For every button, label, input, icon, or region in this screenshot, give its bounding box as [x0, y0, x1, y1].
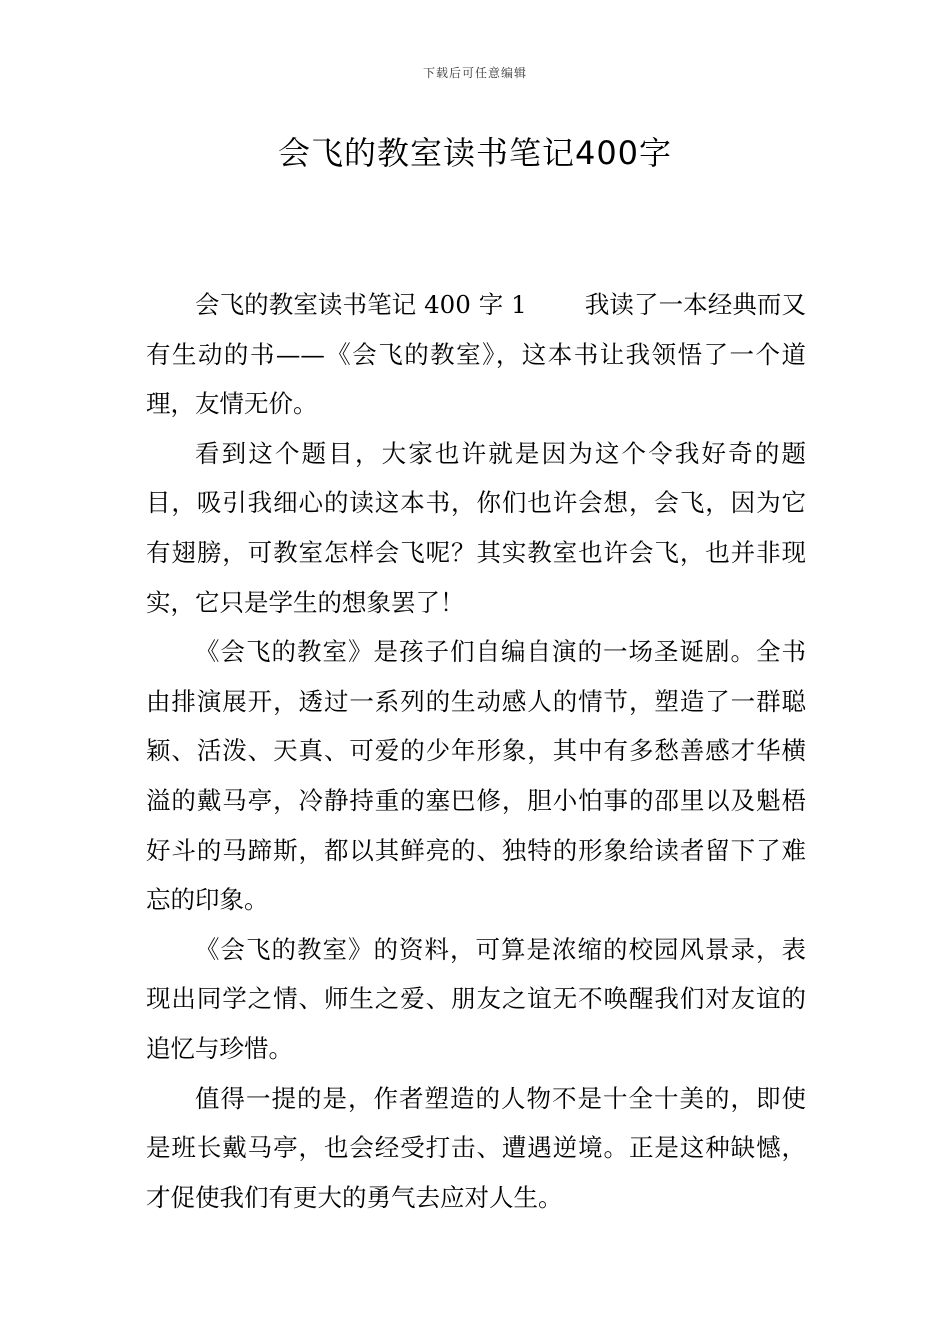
- paragraph-3: 《会飞的教室》是孩子们自编自演的一场圣诞剧。全书由排演展开，透过一系列的生动感人的情节，塑造了一群聪颖、活泼、天真、可爱的少年形象，其中有多愁善感才华横溢的戴马亭，冷静持重的塞巴修，胆小怕事的邵里以及魁梧好斗的马蹄斯，都以其鲜亮的、独特的形象给读者留下了难忘的印象。: [146, 637, 806, 915]
- page-title: 会飞的教室读书笔记400字: [277, 134, 673, 172]
- document-body: [146, 280, 806, 1222]
- paragraph-4: 《会飞的教室》的资料，可算是浓缩的校园风景录，表现出同学之情、师生之爱、朋友之谊无不唤醒我们对友谊的追忆与珍惜。: [146, 934, 806, 1063]
- header-note: 下载后可任意编辑: [422, 66, 527, 80]
- paragraph-5: 值得一提的是，作者塑造的人物不是十全十美的，即使是班长戴马亭，也会经受打击、遭遇逆境。正是这种缺憾，才促使我们有更大的勇气去应对人生。: [146, 1083, 806, 1212]
- paragraph-text: 我读了一本经典而又有生动的书——《会飞的教室》，这本书让我领悟了一个道理，友情无价。: [146, 290, 806, 419]
- paragraph-2: 看到这个题目，大家也许就是因为这个令我好奇的题目，吸引我细心的读这本书，你们也许会想，会飞，因为它有翅膀，可教室怎样会飞呢？其实教室也许会飞，也并非现实，它只是学生的想象罢了！: [146, 438, 806, 617]
- paragraph-1: [146, 280, 806, 429]
- paragraph-lead: 会飞的教室读书笔记 400 字 1: [195, 290, 527, 319]
